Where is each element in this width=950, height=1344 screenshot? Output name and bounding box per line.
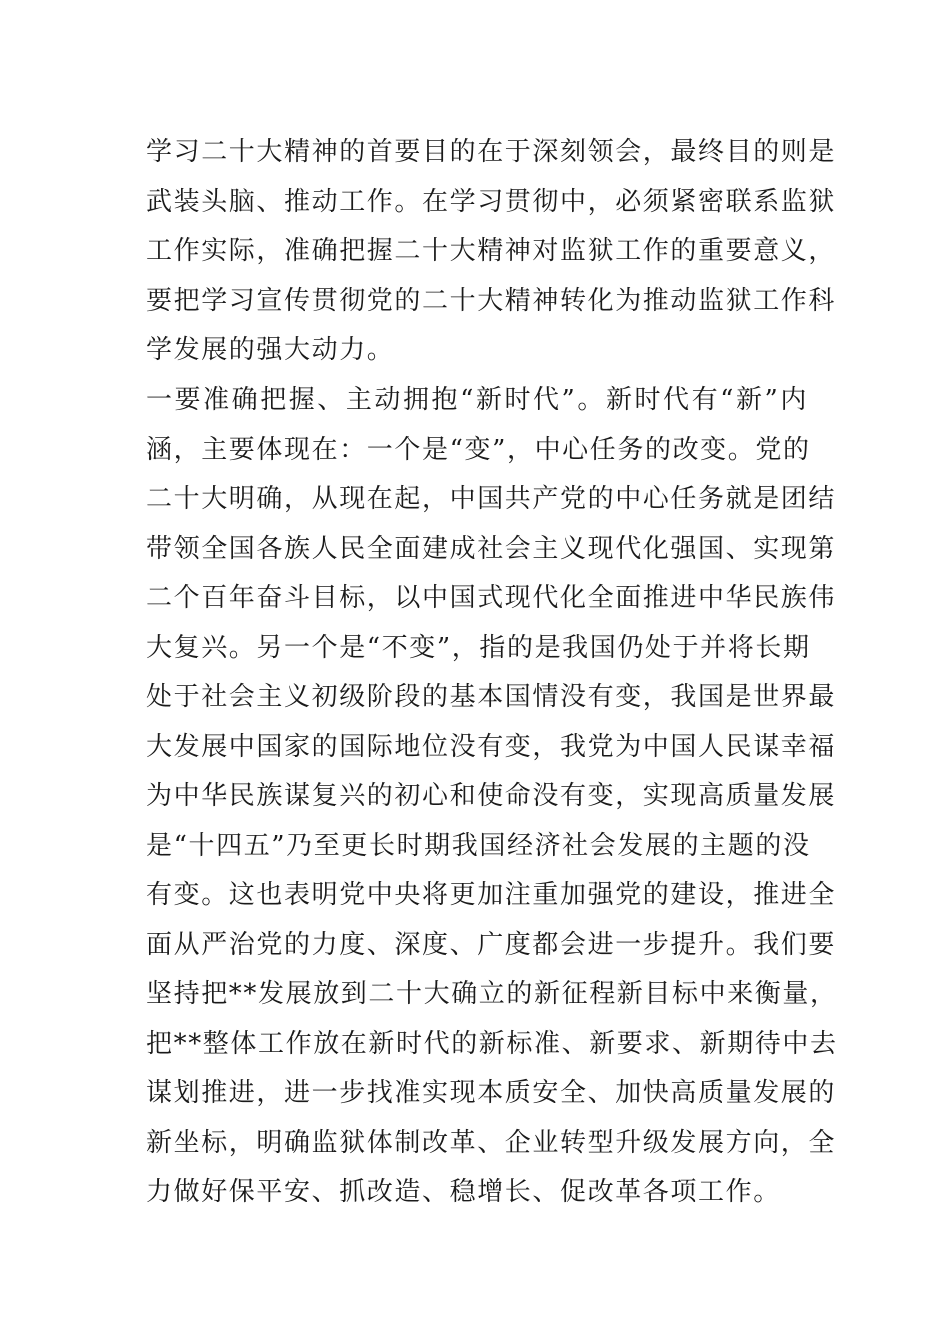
paragraph-line: 坚持把**发展放到二十大确立的新征程新目标中来衡量，	[146, 979, 838, 1009]
paragraph-line: 处于社会主义初级阶段的基本国情没有变，我国是世界最	[146, 682, 837, 712]
paragraph-line: 谋划推进，进一步找准实现本质安全、加快高质量发展的	[146, 1078, 837, 1108]
paragraph-line: 有变。这也表明党中央将更加注重加强党的建设，推进全	[146, 880, 837, 910]
paragraph-line: 武装头脑、推动工作。在学习贯彻中，必须紧密联系监狱	[146, 186, 837, 217]
paragraph-line: 带领全国各族人民全面建成社会主义现代化强国、实现第	[146, 533, 837, 564]
paragraph-line: 学发展的强大动力。	[146, 335, 395, 365]
paragraph-line: 大复兴。另一个是“不变”，指的是我国仍处于并将长期	[146, 632, 811, 663]
paragraph-line: 二个百年奋斗目标，以中国式现代化全面推进中华民族伟	[146, 583, 837, 613]
paragraph-line: 大发展中国家的国际地位没有变，我党为中国人民谋幸福	[146, 731, 837, 762]
paragraph-line: 为中华民族谋复兴的初心和使命没有变，实现高质量发展	[146, 781, 837, 811]
paragraph-line: 涵，主要体现在：一个是“变”，中心任务的改变。党的	[146, 434, 811, 465]
paragraph-line: 是“十四五”乃至更长时期我国经济社会发展的主题的没	[146, 830, 811, 861]
paragraph-line: 二十大明确，从现在起，中国共产党的中心任务就是团结	[146, 484, 837, 514]
paragraph-2	[146, 376, 838, 1218]
paragraph-line: 要把学习宣传贯彻党的二十大精神转化为推动监狱工作科	[146, 285, 837, 316]
paragraph-line: 学习二十大精神的首要目的在于深刻领会，最终目的则是	[146, 137, 837, 167]
paragraph-line: 一要准确把握、主动拥抱“新时代”。新时代有“新”内	[146, 385, 808, 415]
paragraph-line: 力做好保平安、抓改造、稳增长、促改革各项工作。	[146, 1177, 781, 1207]
paragraph-line: 工作实际，准确把握二十大精神对监狱工作的重要意义，	[146, 236, 837, 266]
paragraph-1	[146, 128, 837, 376]
paragraph-line: 把**整体工作放在新时代的新标准、新要求、新期待中去	[146, 1028, 838, 1059]
paragraph-line: 新坐标，明确监狱体制改革、企业转型升级发展方向，全	[146, 1127, 837, 1158]
paragraph-line: 面从严治党的力度、深度、广度都会进一步提升。我们要	[146, 929, 837, 960]
